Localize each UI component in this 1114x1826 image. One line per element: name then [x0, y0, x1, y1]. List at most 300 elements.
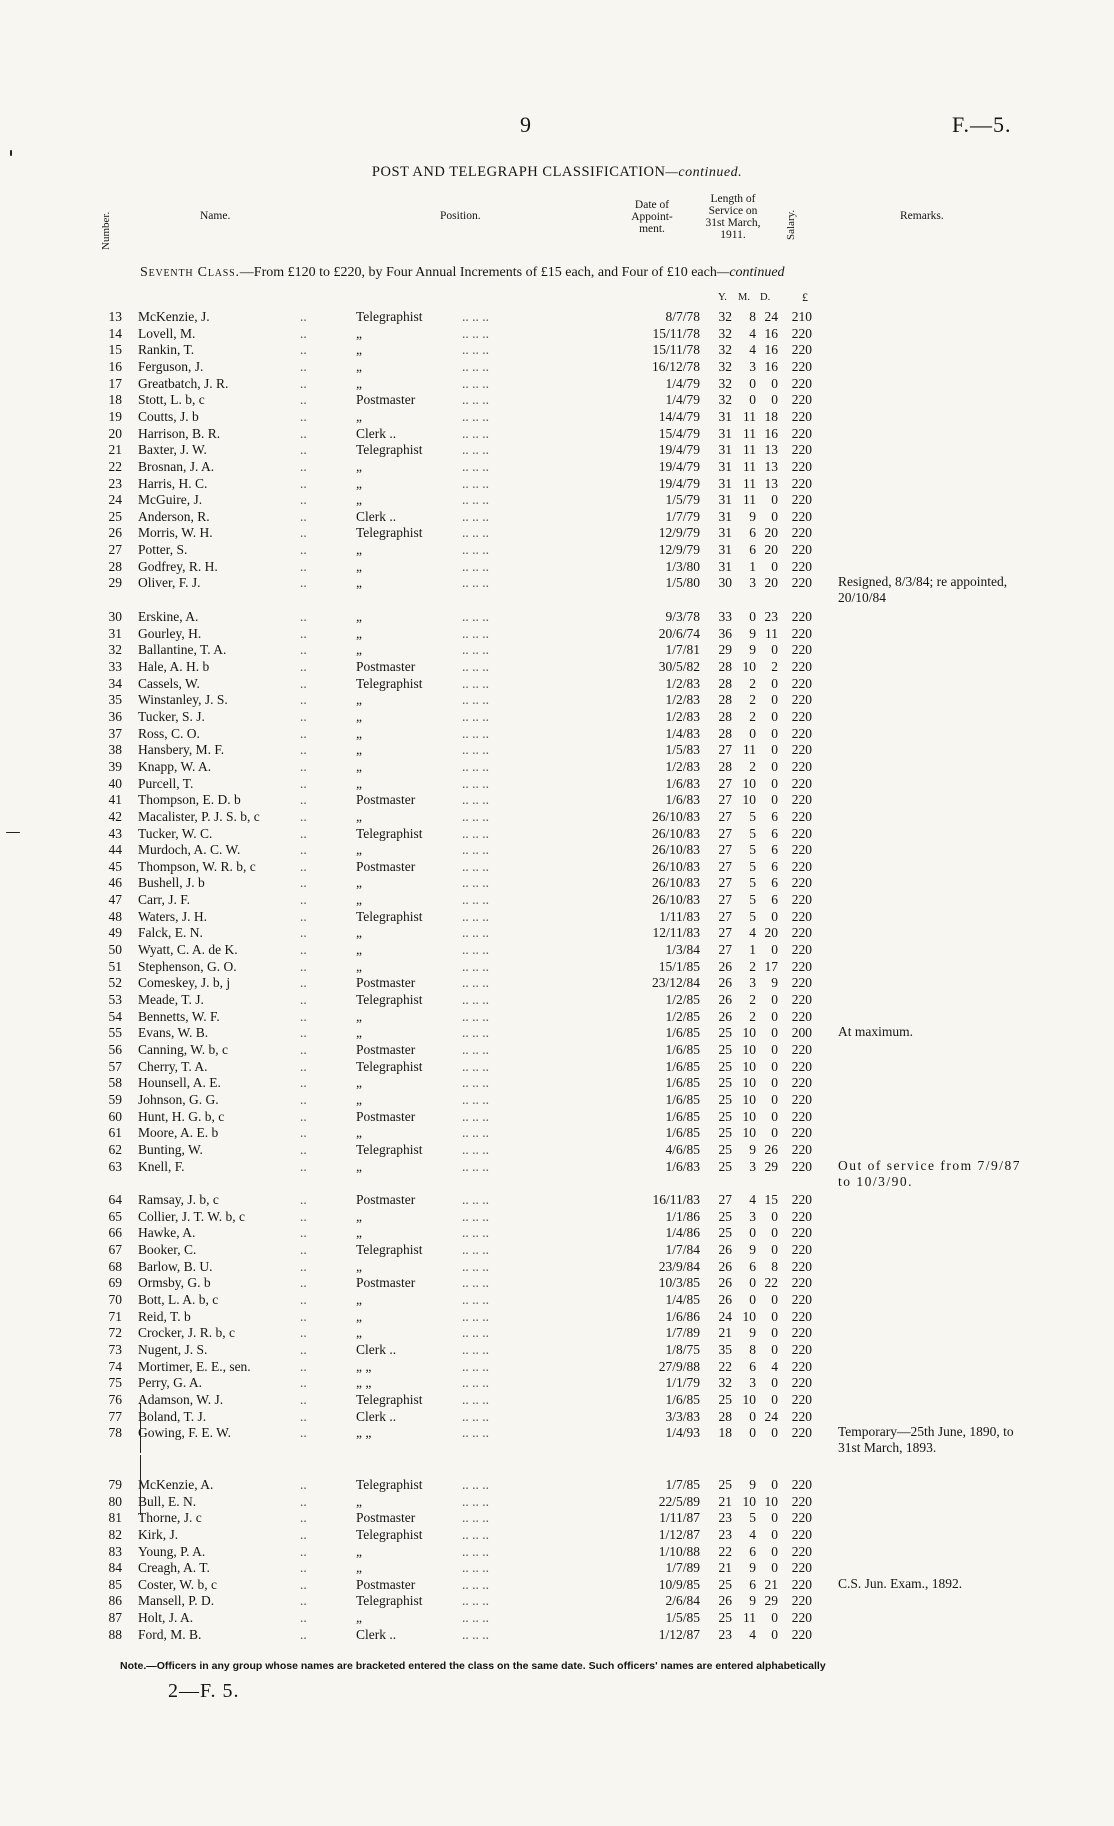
leader-dots: ..: [300, 725, 307, 741]
row-number: 52: [108, 975, 122, 991]
salary-value: 220: [791, 1041, 812, 1057]
leader-dots: .. .. ..: [462, 1358, 489, 1374]
officer-name: Anderson, R.: [138, 508, 210, 524]
salary-value: 220: [791, 908, 812, 924]
appointment-date: 1/6/85: [665, 1058, 700, 1074]
appointment-date: 1/12/87: [658, 1626, 700, 1642]
row-number: 19: [108, 408, 122, 424]
row-number: 82: [108, 1526, 122, 1542]
service-days: 21: [764, 1576, 778, 1592]
leader-dots: .. .. ..: [462, 508, 489, 524]
service-months: 5: [749, 858, 756, 874]
officer-position: „: [356, 358, 362, 374]
leader-dots: ..: [300, 775, 307, 791]
service-days: 13: [764, 442, 778, 458]
service-days: 0: [771, 1391, 778, 1407]
appointment-date: 1/6/83: [665, 775, 700, 791]
service-months: 2: [749, 708, 756, 724]
row-number: 21: [108, 442, 122, 458]
service-months: 0: [749, 375, 756, 391]
service-years: 31: [718, 475, 732, 491]
service-years: 25: [718, 1041, 732, 1057]
row-number: 67: [108, 1242, 122, 1258]
row-number: 45: [108, 858, 122, 874]
officer-name: Murdoch, A. C. W.: [138, 842, 241, 858]
officer-name: Thompson, W. R. b, c: [138, 858, 256, 874]
leader-dots: ..: [300, 692, 307, 708]
service-days: 22: [764, 1275, 778, 1291]
service-years: 28: [718, 692, 732, 708]
salary-value: 220: [791, 575, 812, 591]
leader-dots: ..: [300, 1375, 307, 1391]
service-months: 6: [749, 542, 756, 558]
officer-name: Macalister, P. J. S. b, c: [138, 808, 260, 824]
officer-name: Tucker, S. J.: [138, 708, 205, 724]
appointment-date: 12/9/79: [658, 542, 700, 558]
leader-dots: ..: [300, 392, 307, 408]
officer-name: Stott, L. b, c: [138, 392, 205, 408]
row-number: 54: [108, 1008, 122, 1024]
service-years: 26: [718, 1258, 732, 1274]
leader-dots: .. .. ..: [462, 642, 489, 658]
officer-name: Cassels, W.: [138, 675, 200, 691]
row-number: 33: [108, 659, 122, 674]
service-years: 32: [718, 309, 732, 324]
row-number: 79: [108, 1476, 122, 1492]
service-months: 10: [742, 659, 756, 674]
officer-name: Winstanley, J. S.: [138, 692, 228, 708]
leader-dots: ..: [300, 858, 307, 874]
leader-dots: .. .. ..: [462, 392, 489, 408]
service-days: 0: [771, 692, 778, 708]
appointment-date: 8/7/78: [665, 309, 700, 324]
appointment-date: 1/7/84: [665, 1242, 700, 1258]
service-days: 18: [764, 408, 778, 424]
salary-value: 220: [791, 808, 812, 824]
salary-value: 220: [791, 375, 812, 391]
row-number: 32: [108, 642, 122, 658]
officer-name: Lovell, M.: [138, 325, 196, 341]
leader-dots: .. .. ..: [462, 1091, 489, 1107]
service-months: 10: [742, 1493, 756, 1509]
service-years: 26: [718, 992, 732, 1007]
leader-dots: .. .. ..: [462, 792, 489, 808]
service-months: 0: [749, 1425, 756, 1441]
leader-dots: .. .. ..: [462, 625, 489, 641]
leader-dots: .. .. ..: [462, 525, 489, 541]
leader-dots: ..: [300, 875, 307, 891]
leader-dots: .. .. ..: [462, 758, 489, 774]
service-months: 11: [743, 492, 756, 508]
leader-dots: ..: [300, 942, 307, 958]
service-years: 26: [718, 958, 732, 974]
service-days: 24: [764, 1408, 778, 1424]
officer-position: „: [356, 1091, 362, 1107]
leader-dots: ..: [300, 1125, 307, 1141]
service-years: 21: [718, 1325, 732, 1341]
officer-position: Postmaster: [356, 659, 416, 674]
leader-dots: .. .. ..: [462, 325, 489, 341]
service-years: 25: [718, 1576, 732, 1592]
scan-mark: [6, 832, 20, 833]
service-years: 31: [718, 542, 732, 558]
service-days: 0: [771, 1108, 778, 1124]
service-days: 0: [771, 675, 778, 691]
officer-position: Telegraphist: [356, 1526, 423, 1542]
officer-name: Kirk, J.: [138, 1526, 179, 1542]
appointment-date: 4/6/85: [665, 1141, 700, 1157]
service-months: 5: [749, 1510, 756, 1526]
salary-value: 220: [791, 1358, 812, 1374]
row-number: 83: [108, 1543, 122, 1559]
leader-dots: .. .. ..: [462, 609, 489, 625]
leader-dots: ..: [300, 659, 307, 674]
service-years: 18: [718, 1425, 732, 1441]
service-years: 32: [718, 325, 732, 341]
salary-value: 220: [791, 1258, 812, 1274]
service-months: 3: [749, 975, 756, 991]
leader-dots: .. .. ..: [462, 425, 489, 441]
row-number: 70: [108, 1292, 122, 1308]
appointment-date: 19/4/79: [658, 458, 700, 474]
appointment-date: 1/6/85: [665, 1108, 700, 1124]
leader-dots: .. .. ..: [462, 1560, 489, 1576]
row-number: 34: [108, 675, 122, 691]
salary-value: 220: [791, 892, 812, 908]
header-position: Position.: [440, 210, 481, 222]
leader-dots: ..: [300, 458, 307, 474]
service-months: 3: [749, 1158, 756, 1174]
service-years: 23: [718, 1526, 732, 1542]
row-number: 39: [108, 758, 122, 774]
leader-dots: .. .. ..: [462, 492, 489, 508]
leader-dots: .. .. ..: [462, 542, 489, 558]
service-years: 30: [718, 575, 732, 591]
officer-name: Erskine, A.: [138, 609, 199, 625]
salary-value: 220: [791, 542, 812, 558]
officer-name: Hale, A. H. b: [138, 659, 210, 674]
service-months: 10: [742, 1041, 756, 1057]
leader-dots: .. .. ..: [462, 1391, 489, 1407]
service-years: 27: [718, 925, 732, 941]
service-years: 25: [718, 1225, 732, 1241]
officer-position: „: [356, 775, 362, 791]
row-number: 59: [108, 1091, 122, 1107]
service-months: 0: [749, 1408, 756, 1424]
officer-name: Coutts, J. b: [138, 408, 199, 424]
row-number: 62: [108, 1141, 122, 1157]
officer-name: Harris, H. C.: [138, 475, 208, 491]
service-days: 10: [764, 1493, 778, 1509]
service-days: 0: [771, 942, 778, 958]
officer-name: Barlow, B. U.: [138, 1258, 213, 1274]
service-months: 11: [743, 442, 756, 458]
officer-position: „: [356, 725, 362, 741]
leader-dots: .. .. ..: [462, 1493, 489, 1509]
row-number: 65: [108, 1208, 122, 1224]
officer-position: „: [356, 542, 362, 558]
row-number: 69: [108, 1275, 122, 1291]
salary-value: 220: [791, 392, 812, 408]
row-number: 58: [108, 1075, 122, 1091]
appointment-date: 1/1/86: [665, 1208, 700, 1224]
salary-value: 220: [791, 1125, 812, 1141]
service-days: 2: [771, 659, 778, 674]
officer-name: Waters, J. H.: [138, 908, 208, 924]
row-number: 73: [108, 1342, 122, 1357]
officer-name: Rankin, T.: [138, 342, 195, 358]
officer-name: Godfrey, R. H.: [138, 558, 218, 574]
salary-value: 220: [791, 675, 812, 691]
leader-dots: .. .. ..: [462, 1425, 489, 1441]
leader-dots: .. .. ..: [462, 842, 489, 858]
service-months: 2: [749, 758, 756, 774]
service-days: 0: [771, 1510, 778, 1526]
officer-position: „: [356, 1158, 362, 1174]
salary-value: 220: [791, 1626, 812, 1642]
appointment-date: 16/11/83: [652, 1192, 700, 1208]
salary-value: 220: [791, 1408, 812, 1424]
officer-name: Adamson, W. J.: [138, 1391, 224, 1407]
leader-dots: ..: [300, 309, 307, 324]
header-length-line: Length of: [710, 193, 756, 205]
service-years: 27: [718, 742, 732, 758]
row-number: 66: [108, 1225, 122, 1241]
service-days: 6: [771, 875, 778, 891]
service-years: 25: [718, 1208, 732, 1224]
officer-position: „: [356, 1610, 362, 1626]
salary-value: 220: [791, 1375, 812, 1391]
row-number: 80: [108, 1493, 122, 1509]
row-number: 25: [108, 508, 122, 524]
service-days: 0: [771, 742, 778, 758]
officer-name: Carr, J. F.: [138, 892, 191, 908]
officer-position: Postmaster: [356, 1275, 416, 1291]
leader-dots: .. .. ..: [462, 1158, 489, 1174]
leader-dots: .. .. ..: [462, 1025, 489, 1041]
row-number: 14: [108, 325, 122, 341]
officer-position: „: [356, 942, 362, 958]
leader-dots: .. .. ..: [462, 442, 489, 458]
officer-position: „: [356, 1292, 362, 1308]
service-days: 20: [764, 525, 778, 541]
leader-dots: ..: [300, 1258, 307, 1274]
service-days: 0: [771, 1476, 778, 1492]
leader-dots: .. .. ..: [462, 309, 489, 324]
salary-value: 220: [791, 992, 812, 1007]
leader-dots: .. .. ..: [462, 742, 489, 758]
service-months: 10: [742, 1025, 756, 1041]
officer-name: Ballantine, T. A.: [138, 642, 227, 658]
officer-position: Telegraphist: [356, 908, 423, 924]
scan-mark: [10, 150, 12, 156]
service-months: 5: [749, 892, 756, 908]
leader-dots: ..: [300, 1041, 307, 1057]
service-years: 25: [718, 1476, 732, 1492]
officer-position: „: [356, 1543, 362, 1559]
unit-years: Y.: [718, 292, 727, 303]
salary-value: 220: [791, 1391, 812, 1407]
officer-name: Reid, T. b: [138, 1308, 191, 1324]
leader-dots: ..: [300, 558, 307, 574]
appointment-date: 15/4/79: [658, 425, 700, 441]
service-days: 16: [764, 342, 778, 358]
service-months: 4: [749, 1626, 756, 1642]
service-days: 6: [771, 858, 778, 874]
row-number: 60: [108, 1108, 122, 1124]
appointment-date: 1/2/83: [665, 708, 700, 724]
salary-value: 220: [791, 1208, 812, 1224]
appointment-date: 15/1/85: [658, 958, 700, 974]
officer-name: Potter, S.: [138, 542, 188, 558]
service-days: 0: [771, 1125, 778, 1141]
service-months: 5: [749, 908, 756, 924]
appointment-date: 15/11/78: [652, 325, 700, 341]
row-number: 78: [108, 1425, 122, 1441]
service-days: 0: [771, 508, 778, 524]
row-number: 68: [108, 1258, 122, 1274]
salary-value: 220: [791, 1192, 812, 1208]
salary-value: 220: [791, 1075, 812, 1091]
service-months: 4: [749, 1526, 756, 1542]
officer-name: Greatbatch, J. R.: [138, 375, 229, 391]
service-years: 35: [718, 1342, 732, 1357]
row-number: 20: [108, 425, 122, 441]
appointment-date: 1/5/80: [665, 575, 700, 591]
row-number: 17: [108, 375, 122, 391]
service-days: 23: [764, 609, 778, 625]
officer-name: Ford, M. B.: [138, 1626, 202, 1642]
service-years: 21: [718, 1560, 732, 1576]
service-months: 8: [749, 1342, 756, 1357]
page-title: [0, 164, 1114, 181]
officer-position: Clerk ..: [356, 1342, 397, 1357]
service-months: 10: [742, 1075, 756, 1091]
leader-dots: ..: [300, 908, 307, 924]
officer-name: Cherry, T. A.: [138, 1058, 208, 1074]
service-years: 32: [718, 342, 732, 358]
leader-dots: .. .. ..: [462, 1275, 489, 1291]
officer-name: Mansell, P. D.: [138, 1593, 215, 1609]
salary-value: 220: [791, 458, 812, 474]
appointment-date: 14/4/79: [658, 408, 700, 424]
officer-name: Ramsay, J. b, c: [138, 1192, 219, 1208]
service-days: 20: [764, 542, 778, 558]
leader-dots: ..: [300, 475, 307, 491]
service-days: 6: [771, 825, 778, 841]
salary-value: 220: [791, 1108, 812, 1124]
service-years: 31: [718, 492, 732, 508]
service-months: 4: [749, 325, 756, 341]
service-years: 23: [718, 1626, 732, 1642]
service-days: 11: [765, 625, 778, 641]
leader-dots: .. .. ..: [462, 375, 489, 391]
service-days: 15: [764, 1192, 778, 1208]
service-months: 5: [749, 825, 756, 841]
service-days: 29: [764, 1593, 778, 1609]
leader-dots: .. .. ..: [462, 1225, 489, 1241]
header-date-line: Date of: [634, 199, 670, 211]
officer-name: Crocker, J. R. b, c: [138, 1325, 235, 1341]
appointment-date: 1/6/85: [665, 1091, 700, 1107]
service-years: 25: [718, 1075, 732, 1091]
service-months: 9: [749, 1325, 756, 1341]
row-number: 44: [108, 842, 122, 858]
officer-position: Telegraphist: [356, 1391, 423, 1407]
service-months: 9: [749, 1593, 756, 1609]
appointment-date: 1/5/83: [665, 742, 700, 758]
leader-dots: ..: [300, 358, 307, 374]
row-number: 81: [108, 1510, 122, 1526]
service-days: 0: [771, 558, 778, 574]
officer-name: Perry, G. A.: [138, 1375, 202, 1391]
service-months: 6: [749, 1543, 756, 1559]
salary-value: 220: [791, 1325, 812, 1341]
row-number: 85: [108, 1576, 122, 1592]
service-years: 25: [718, 1058, 732, 1074]
leader-dots: .. .. ..: [462, 708, 489, 724]
officer-name: Gourley, H.: [138, 625, 202, 641]
unit-days: D.: [760, 292, 771, 303]
leader-dots: ..: [300, 1275, 307, 1291]
leader-dots: .. .. ..: [462, 1408, 489, 1424]
leader-dots: ..: [300, 508, 307, 524]
service-days: 8: [771, 1258, 778, 1274]
row-number: 43: [108, 825, 122, 841]
officer-name: Knapp, W. A.: [138, 758, 212, 774]
service-months: 10: [742, 792, 756, 808]
document-code: F.—5.: [952, 112, 1012, 137]
salary-value: 220: [791, 1560, 812, 1576]
appointment-date: 1/4/85: [665, 1292, 700, 1308]
officer-position: „: [356, 342, 362, 358]
officer-position: „: [356, 1125, 362, 1141]
row-number: 53: [108, 992, 122, 1007]
service-years: 27: [718, 825, 732, 841]
service-months: 0: [749, 1225, 756, 1241]
service-years: 27: [718, 908, 732, 924]
service-months: 10: [742, 1058, 756, 1074]
row-number: 38: [108, 742, 122, 758]
officer-position: Postmaster: [356, 792, 416, 808]
leader-dots: ..: [300, 575, 307, 591]
title-main: POST AND TELEGRAPH CLASSIFICATION: [371, 164, 666, 180]
service-days: 0: [771, 1292, 778, 1308]
row-number: 64: [108, 1192, 122, 1208]
row-number: 88: [108, 1626, 122, 1642]
leader-dots: ..: [300, 842, 307, 858]
salary-value: 220: [791, 1058, 812, 1074]
officer-name: Baxter, J. W.: [138, 442, 207, 458]
salary-value: 220: [791, 725, 812, 741]
leader-dots: .. .. ..: [462, 1208, 489, 1224]
appointment-date: 1/12/87: [658, 1526, 700, 1542]
leader-dots: .. .. ..: [462, 925, 489, 941]
leader-dots: .. .. ..: [462, 575, 489, 591]
officer-position: „: [356, 575, 362, 591]
service-months: 2: [749, 675, 756, 691]
service-years: 27: [718, 1192, 732, 1208]
leader-dots: .. .. ..: [462, 992, 489, 1007]
service-months: 4: [749, 1192, 756, 1208]
service-months: 4: [749, 342, 756, 358]
officer-name: McKenzie, J.: [138, 309, 210, 324]
salary-value: 220: [791, 609, 812, 625]
officer-position: „: [356, 958, 362, 974]
officer-name: Nugent, J. S.: [138, 1342, 208, 1357]
officer-position: „: [356, 742, 362, 758]
officer-position: „: [356, 408, 362, 424]
